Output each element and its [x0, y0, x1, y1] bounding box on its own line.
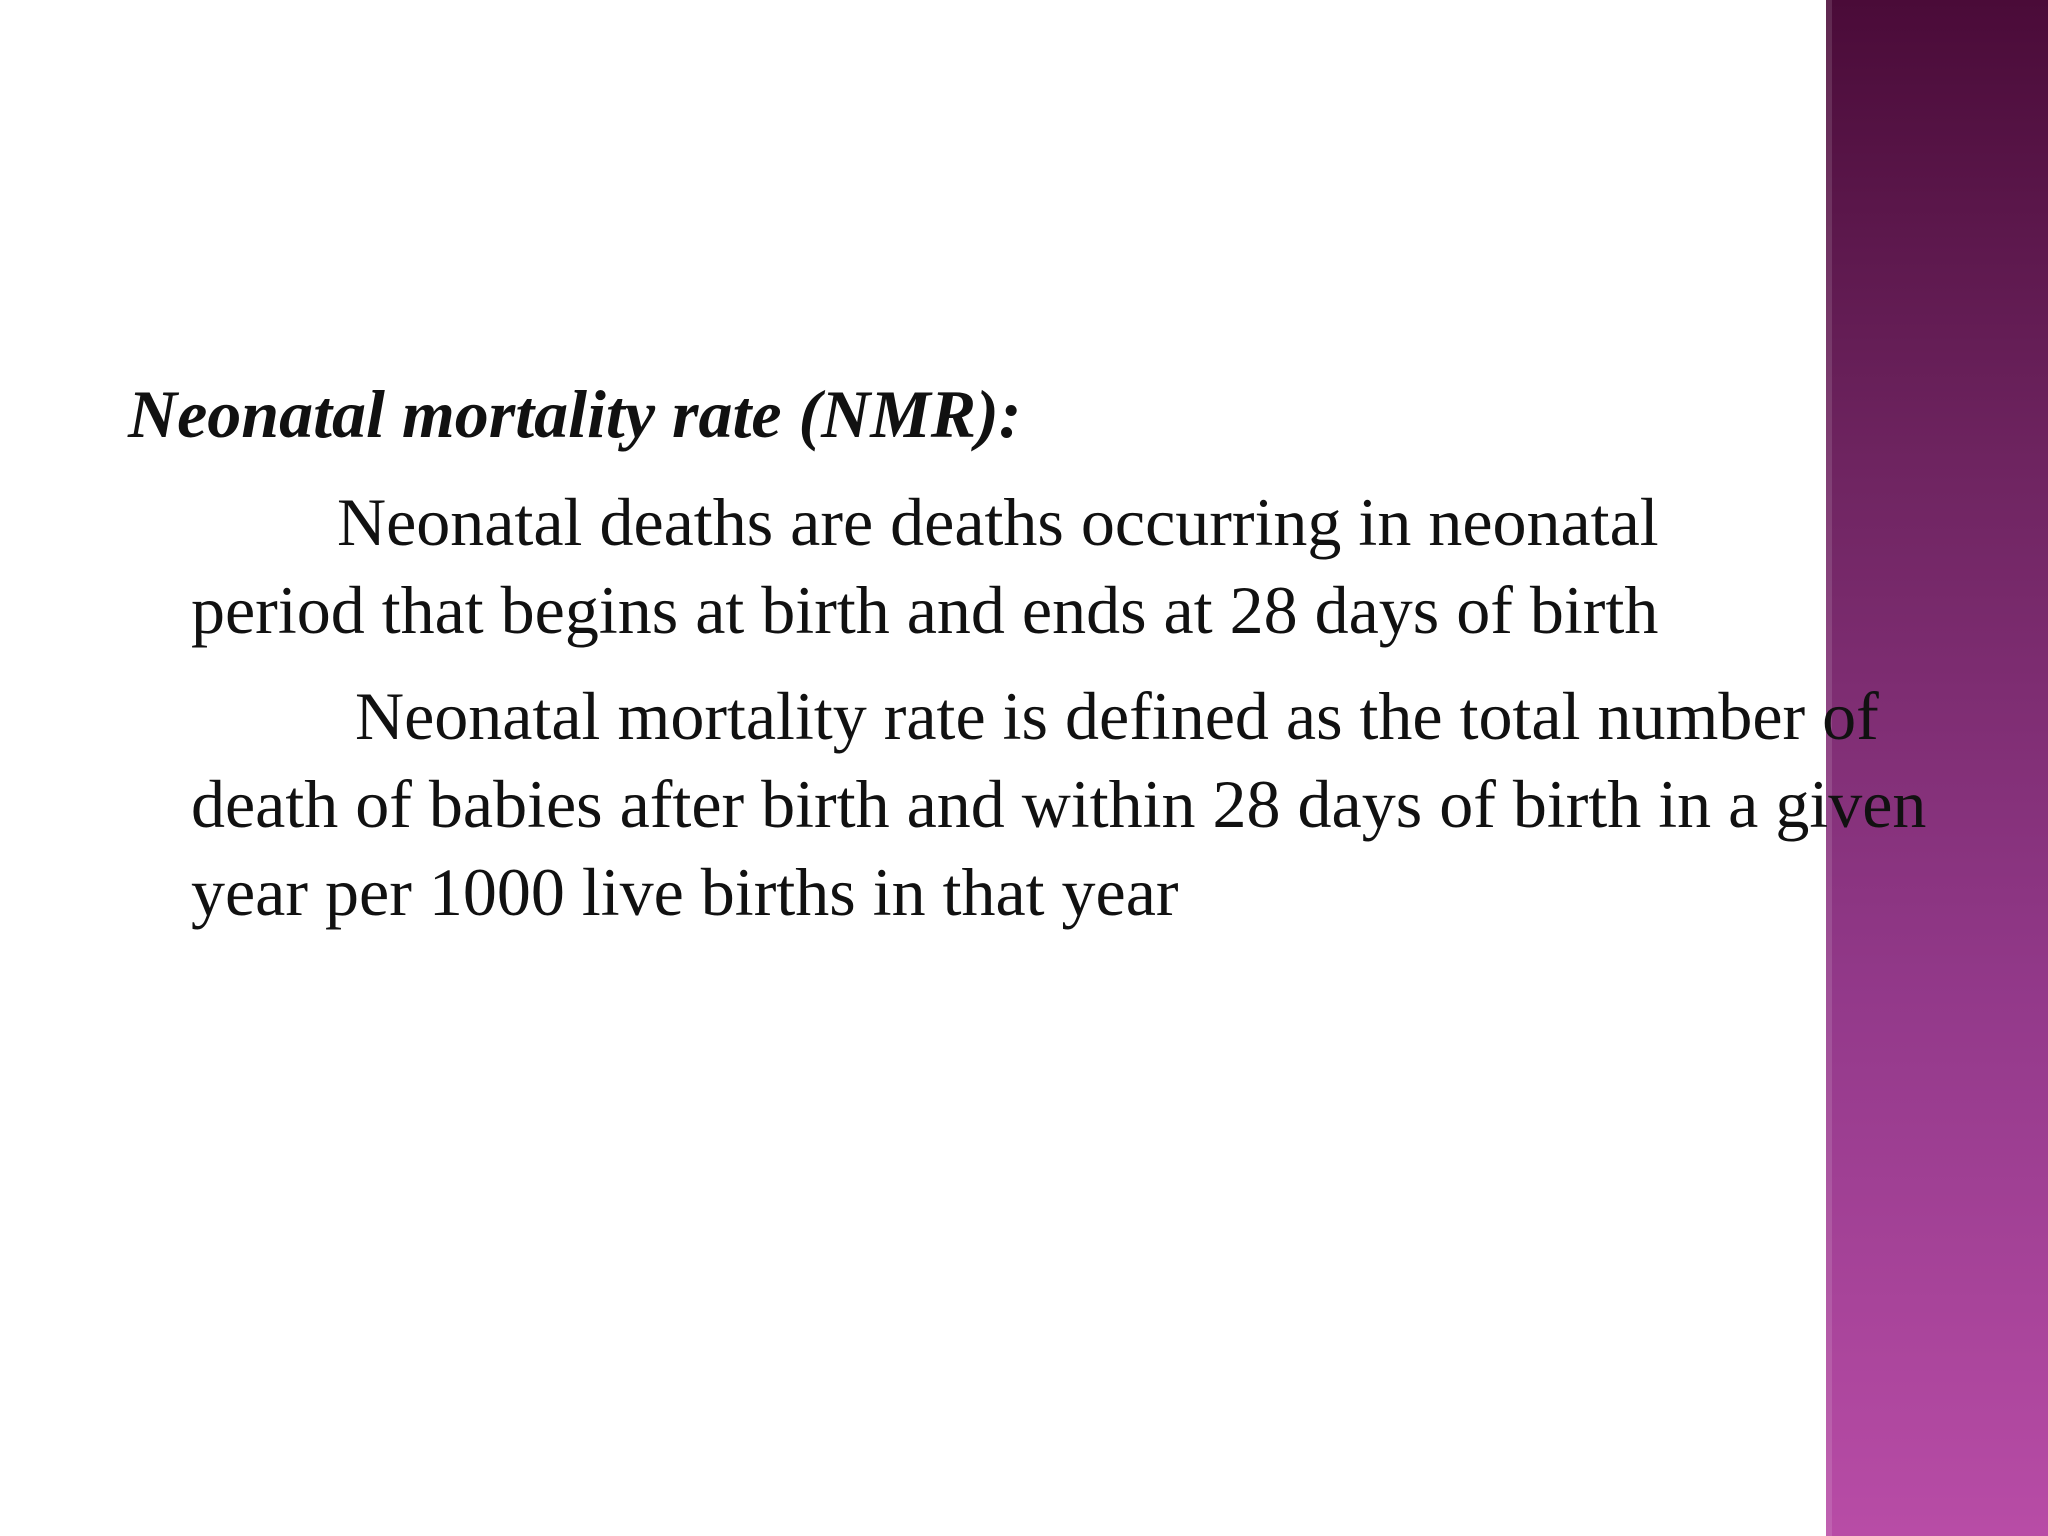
paragraph-nmr-definition: Neonatal mortality rate is defined as the total number of death of babies after birth and within 28 days of birth in a given year per 1000 live births in that year — [191, 678, 1927, 930]
paragraph-neonatal-deaths: Neonatal deaths are deaths occurring in neonatal period that begins at birth and ends at 28 days of birth — [191, 484, 1659, 648]
slide-heading: Neonatal mortality rate (NMR): — [128, 376, 1022, 452]
